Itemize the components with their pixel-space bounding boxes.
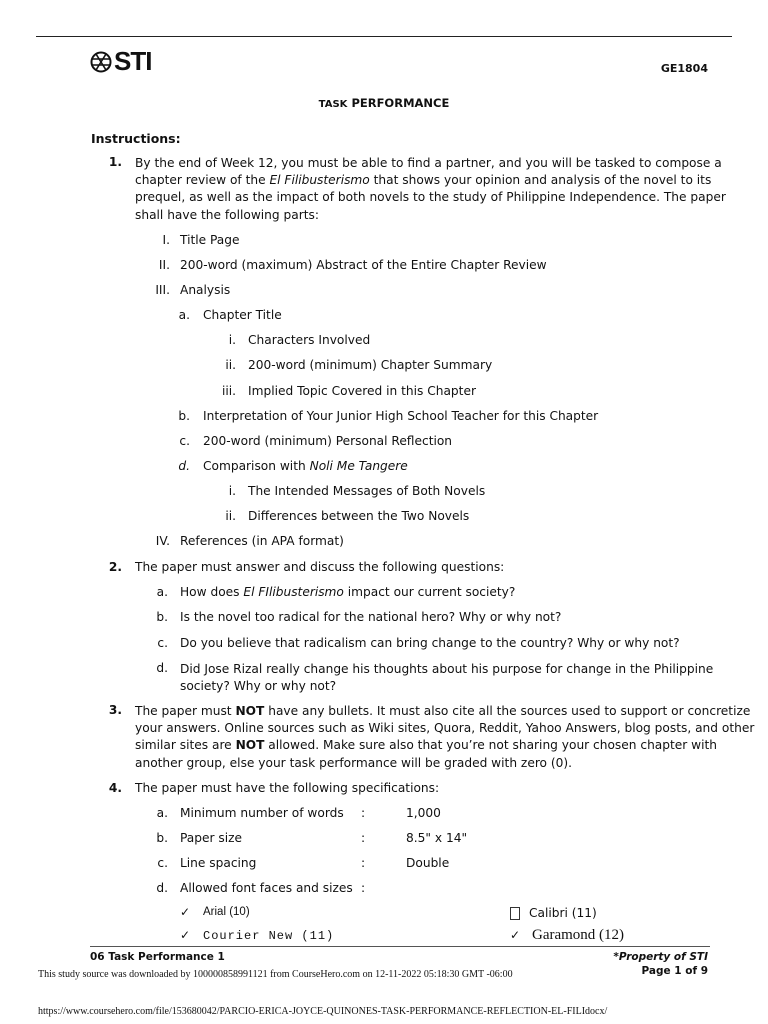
para-line: chapter review of the El Filibusterismo that shows your opinion and analysis of the novel to its — [135, 173, 712, 188]
outline-label: i. — [228, 333, 236, 347]
outline-label: II. — [158, 258, 170, 272]
question-label: a. — [156, 585, 168, 599]
sti-logo — [90, 46, 151, 77]
spec-value: Double — [406, 856, 450, 870]
outline-label: iii. — [221, 384, 236, 398]
spec-label: b. — [156, 831, 168, 845]
outline-item: Title Page — [180, 233, 240, 247]
footer-property: *Property of STI — [613, 951, 708, 963]
outline-item: Differences between the Two Novels — [248, 509, 470, 523]
spec-name: Line spacing — [180, 856, 257, 870]
outline-label: I. — [162, 233, 170, 247]
unchecked-box-icon — [510, 906, 520, 920]
outline-item: Implied Topic Covered in this Chapter — [248, 384, 476, 398]
outline-item: Interpretation of Your Junior High School Teacher for this Chapter — [203, 409, 599, 423]
footer-rule — [90, 946, 710, 947]
spec-colon: : — [361, 856, 366, 870]
spec-value: 1,000 — [406, 806, 441, 820]
spec-value: 8.5" x 14" — [406, 831, 468, 845]
question-text: Do you believe that radicalism can bring change to the country? Why or why not? — [180, 636, 680, 650]
spec-name: Minimum number of words — [180, 806, 344, 820]
question-label: d. — [156, 661, 168, 675]
spec-label: d. — [156, 881, 168, 895]
outline-label: III. — [155, 283, 170, 297]
outline-label: ii. — [225, 358, 236, 372]
top-rule — [36, 36, 732, 37]
instructions-label: Instructions: — [91, 131, 181, 146]
outline-item: 200-word (minimum) Personal Reflection — [203, 434, 453, 448]
check-icon: ✓ — [180, 928, 191, 942]
font-garamond: Garamond (12) — [532, 927, 625, 943]
outline-label: i. — [228, 484, 236, 498]
item-number: 1. — [108, 155, 122, 169]
spec-label: a. — [156, 806, 168, 820]
logo-text: STI — [114, 46, 152, 76]
spec-colon: : — [361, 806, 366, 820]
item-number: 4. — [108, 781, 122, 795]
outline-item: Chapter Title — [203, 308, 282, 322]
footer-left: 06 Task Performance 1 — [90, 951, 225, 963]
font-calibri: Calibri (11) — [529, 906, 597, 920]
para-line: shall have the following parts: — [135, 207, 319, 222]
download-notice: This study source was downloaded by 100000858991121 from CourseHero.com on 12-11-2022 05:18:30 GMT -06:00 — [38, 969, 513, 980]
item3-paragraph: The paper must NOT have any bullets. It must also cite all the sources used to support or concretize your answers. Online sources such as Wiki sites, Quora, Reddit, Yahoo Answers, blog posts, and other similar sites are NOT allowed. Make sure also that you’re not sharing your chosen chapter with another group, else your task performance will be graded with zero (0). — [135, 704, 755, 770]
outline-item: Characters Involved — [248, 333, 371, 347]
course-code: GE1804 — [660, 62, 708, 75]
question-text: Did Jose Rizal really change his thoughts about his purpose for change in the Philippine society? Why or why not? — [180, 662, 714, 693]
question-label: b. — [156, 610, 168, 624]
page-title: TASK PERFORMANCE — [318, 96, 450, 110]
check-icon: ✓ — [180, 905, 191, 919]
check-icon: ✓ — [510, 928, 521, 942]
spec-name: Allowed font faces and sizes — [180, 881, 353, 895]
spec-colon: : — [361, 831, 366, 845]
outline-item: 200-word (maximum) Abstract of the Entire Chapter Review — [180, 258, 547, 272]
outline-label: b. — [178, 409, 190, 423]
outline-item: References (in APA format) — [180, 534, 344, 548]
spec-colon: : — [361, 881, 366, 895]
outline-label: a. — [178, 308, 190, 322]
outline-item: Comparison with Noli Me Tangere — [203, 459, 408, 473]
outline-item: Analysis — [180, 283, 231, 297]
item4-text: The paper must have the following specifications: — [135, 781, 440, 795]
spec-label: c. — [157, 856, 168, 870]
para-line: prequel, as well as the impact of both novels to the study of Philippine Independence. The paper — [135, 190, 726, 205]
item-number: 2. — [108, 560, 122, 574]
outline-label: IV. — [155, 534, 170, 548]
question-text: How does El FIlibusterismo impact our current society? — [180, 585, 516, 599]
source-url[interactable]: https://www.coursehero.com/file/153680042/PARCIO-ERICA-JOYCE-QUINONES-TASK-PERFORMANCE-REFLECTION-EL-FILIdocx/ — [38, 1006, 608, 1017]
para-line: By the end of Week 12, you must be able to find a partner, and you will be tasked to compose a — [135, 156, 722, 170]
question-text: Is the novel too radical for the national hero? Why or why not? — [180, 610, 562, 624]
question-label: c. — [157, 636, 168, 650]
item1-paragraph — [135, 155, 726, 224]
outline-label: d. — [178, 459, 190, 473]
globe-logo-icon — [90, 51, 112, 73]
spec-name: Paper size — [180, 831, 243, 845]
outline-item: 200-word (minimum) Chapter Summary — [248, 358, 493, 372]
outline-item: The Intended Messages of Both Novels — [248, 484, 486, 498]
item-number: 3. — [108, 703, 122, 717]
font-arial: Arial (10) — [203, 906, 250, 918]
outline-label: ii. — [225, 509, 236, 523]
footer-page: Page 1 of 9 — [641, 965, 708, 977]
font-courier: Courier New (11) — [203, 929, 335, 943]
outline-label: c. — [179, 434, 190, 448]
item2-text: The paper must answer and discuss the following questions: — [135, 560, 505, 574]
